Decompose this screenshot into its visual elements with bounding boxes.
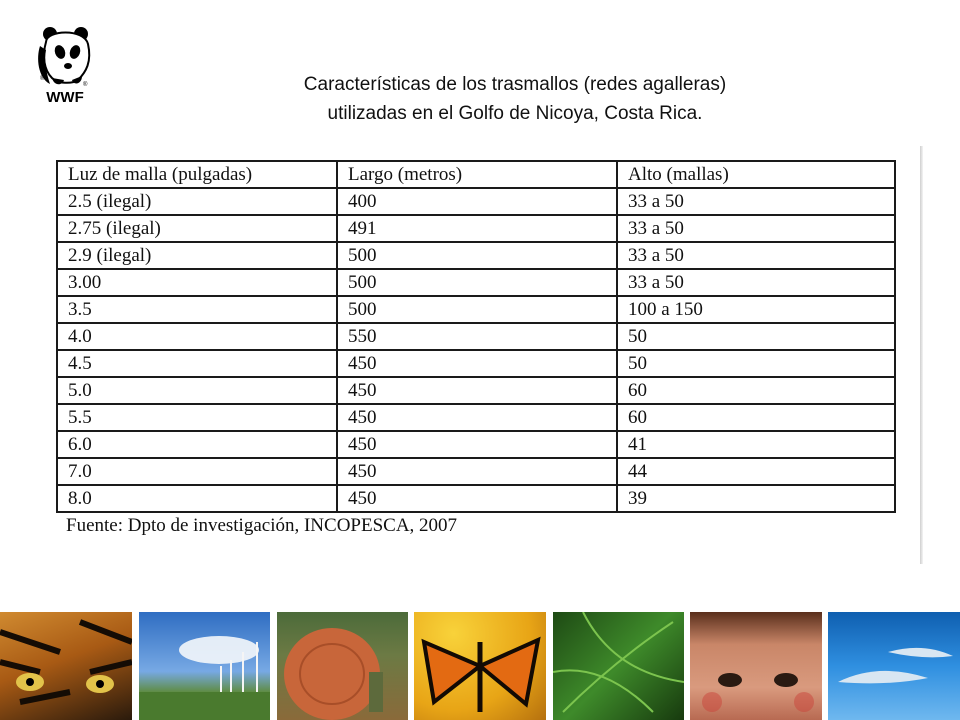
table-cell: 39 bbox=[617, 485, 895, 512]
photo-butterfly bbox=[414, 612, 546, 720]
table-cell: 3.5 bbox=[57, 296, 337, 323]
table-row bbox=[57, 188, 895, 215]
table-cell: 450 bbox=[337, 404, 617, 431]
table-cell: 5.0 bbox=[57, 377, 337, 404]
table-cell: 7.0 bbox=[57, 458, 337, 485]
table-cell: 450 bbox=[337, 377, 617, 404]
table-row bbox=[57, 431, 895, 458]
mesh-characteristics-table bbox=[56, 160, 896, 513]
table-cell: 4.5 bbox=[57, 350, 337, 377]
table-cell: 2.9 (ilegal) bbox=[57, 242, 337, 269]
table-cell: 50 bbox=[617, 323, 895, 350]
table-cell: 33 a 50 bbox=[617, 215, 895, 242]
table-cell: 60 bbox=[617, 377, 895, 404]
photo-ferns bbox=[553, 612, 684, 720]
table-row bbox=[57, 350, 895, 377]
table-header-row bbox=[57, 161, 895, 188]
photo-strip bbox=[0, 612, 960, 720]
ferns-image bbox=[553, 612, 684, 720]
table-cell: 450 bbox=[337, 350, 617, 377]
table-cell: 2.5 (ilegal) bbox=[57, 188, 337, 215]
panda-logo-icon bbox=[32, 22, 98, 106]
table-row bbox=[57, 296, 895, 323]
table-cell: 8.0 bbox=[57, 485, 337, 512]
table-row bbox=[57, 242, 895, 269]
svg-text:®: ® bbox=[83, 82, 88, 88]
table-row bbox=[57, 404, 895, 431]
table-cell: 491 bbox=[337, 215, 617, 242]
table-source: Fuente: Dpto de investigación, INCOPESCA, 2007 bbox=[66, 515, 458, 536]
table-cell: 60 bbox=[617, 404, 895, 431]
table-cell: 500 bbox=[337, 296, 617, 323]
table-cell: 44 bbox=[617, 458, 895, 485]
table-cell: 33 a 50 bbox=[617, 242, 895, 269]
mesh-table-figure bbox=[56, 160, 918, 564]
image-edge-shadow bbox=[920, 146, 923, 564]
svg-text:®: ® bbox=[40, 76, 45, 82]
table-cell: 33 a 50 bbox=[617, 188, 895, 215]
table-cell: 6.0 bbox=[57, 431, 337, 458]
tree-trunk-image bbox=[277, 612, 408, 720]
table-cell: 550 bbox=[337, 323, 617, 350]
table-cell: 33 a 50 bbox=[617, 269, 895, 296]
table-row bbox=[57, 323, 895, 350]
table-header-cell: Luz de malla (pulgadas) bbox=[57, 161, 337, 188]
photo-tree-trunk bbox=[277, 612, 408, 720]
table-cell: 4.0 bbox=[57, 323, 337, 350]
photo-dolphins bbox=[828, 612, 960, 720]
table-header-cell: Largo (metros) bbox=[337, 161, 617, 188]
table-row bbox=[57, 269, 895, 296]
tiger-image bbox=[0, 612, 132, 720]
table-cell: 450 bbox=[337, 431, 617, 458]
photo-tiger bbox=[0, 612, 132, 720]
table-cell: 450 bbox=[337, 458, 617, 485]
table-cell: 3.00 bbox=[57, 269, 337, 296]
table-cell: 100 a 150 bbox=[617, 296, 895, 323]
slide-title bbox=[130, 70, 900, 128]
table-cell: 2.75 (ilegal) bbox=[57, 215, 337, 242]
table-cell: 400 bbox=[337, 188, 617, 215]
table-row bbox=[57, 485, 895, 512]
butterfly-image bbox=[414, 612, 546, 720]
table-cell: 450 bbox=[337, 485, 617, 512]
photo-wind-turbines bbox=[139, 612, 270, 720]
dolphins-image bbox=[828, 612, 960, 720]
table-row bbox=[57, 215, 895, 242]
wwf-logo bbox=[32, 22, 98, 106]
child-face-image bbox=[690, 612, 822, 720]
table-row bbox=[57, 377, 895, 404]
title-line-1: Características de los trasmallos (redes agalleras) bbox=[303, 74, 727, 95]
table-cell: 500 bbox=[337, 242, 617, 269]
title-line-2: utilizadas en el Golfo de Nicoya, Costa Rica. bbox=[327, 103, 703, 124]
wind-turbines-image bbox=[139, 612, 270, 720]
table-cell: 50 bbox=[617, 350, 895, 377]
table-cell: 41 bbox=[617, 431, 895, 458]
table-row bbox=[57, 458, 895, 485]
table-cell: 5.5 bbox=[57, 404, 337, 431]
table-cell: 500 bbox=[337, 269, 617, 296]
photo-child bbox=[690, 612, 822, 720]
table-header-cell: Alto (mallas) bbox=[617, 161, 895, 188]
svg-text:WWF: WWF bbox=[46, 89, 84, 106]
